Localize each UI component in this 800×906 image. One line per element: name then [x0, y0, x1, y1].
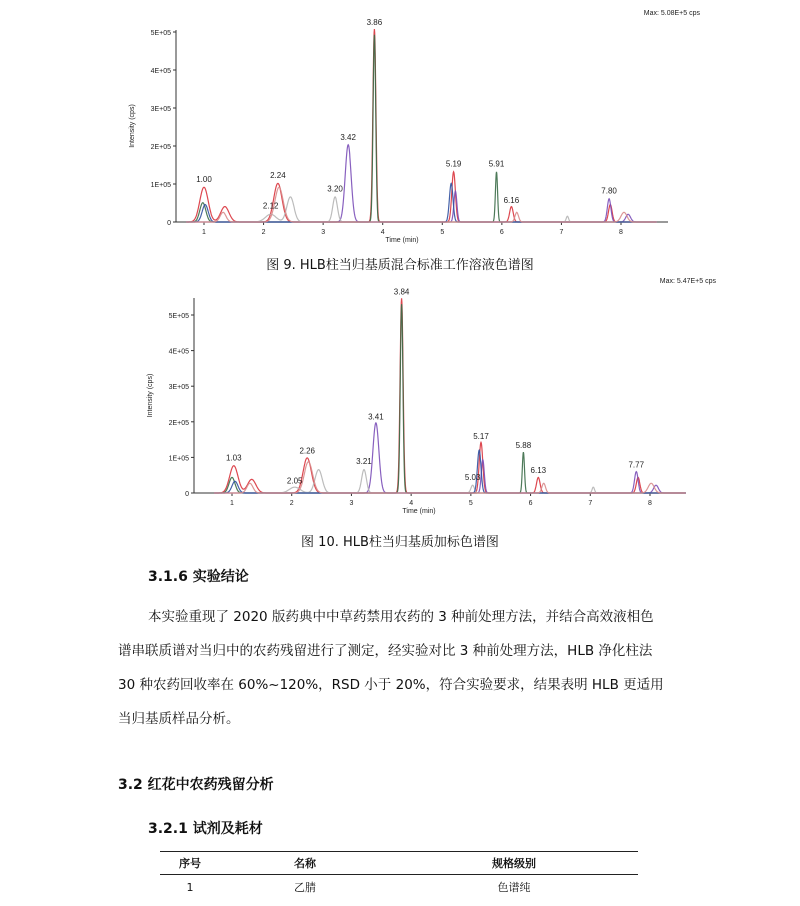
paragraph-line: 30 种农药回收率在 60%~120%，RSD 小于 20%，符合实验要求，结果表明 HLB 更适用 — [118, 677, 664, 693]
x-tick-label: 4 — [380, 229, 385, 236]
peak-label: 2.26 — [299, 446, 316, 456]
x-tick-label: 3 — [321, 229, 326, 236]
peak-label: 7.80 — [601, 186, 617, 196]
peak-label: 6.13 — [530, 465, 547, 475]
peak-label: 2.12 — [262, 201, 279, 211]
max-intensity-label: Max: 5.08E+5 cps — [643, 10, 700, 17]
section-heading-3-2-1: 3.2.1 试剂及耗材 — [148, 821, 263, 837]
peak-label: 3.42 — [340, 133, 356, 143]
section-heading-3-2: 3.2 红花中农药残留分析 — [118, 777, 274, 793]
peak-label: 5.91 — [488, 159, 505, 169]
peak-label: 5.17 — [473, 432, 489, 442]
peak-label: 3.21 — [356, 457, 372, 467]
max-intensity-label: Max: 5.47E+5 cps — [659, 278, 716, 285]
figure-9-caption: 图 9. HLB柱当归基质混合标准工作溶液色谱图 — [266, 258, 534, 273]
cell-grade: 色谱纯 — [497, 881, 531, 894]
y-axis-label: Intensity (cps) — [147, 373, 154, 418]
paragraph-line: 谱串联质谱对当归中的农药残留进行了测定，经实验对比 3 种前处理方法，HLB 净化柱法 — [118, 643, 653, 659]
peak-label: 3.41 — [368, 412, 384, 422]
peak-label: 5.19 — [445, 159, 462, 169]
peak-label: 7.77 — [628, 460, 645, 470]
x-tick-label: 6 — [499, 229, 504, 236]
peak-label: 1.00 — [196, 174, 212, 184]
y-tick-label: 2E+05 — [168, 419, 189, 427]
peak-label: 6.16 — [503, 195, 520, 205]
x-tick-label: 3 — [349, 500, 354, 507]
chromatogram-trace — [186, 145, 657, 222]
y-tick-label: 0 — [185, 491, 189, 498]
x-tick-label: 6 — [528, 500, 533, 507]
header-index: 序号 — [160, 852, 220, 875]
chromatogram-chart — [0, 0, 800, 250]
y-tick-label: 4E+05 — [150, 68, 171, 75]
chromatogram-trace — [214, 462, 686, 493]
chromatogram-trace — [186, 35, 657, 222]
section-heading-3-1-6: 3.1.6 实验结论 — [148, 569, 249, 585]
y-tick-label: 1E+05 — [168, 455, 189, 463]
y-tick-label: 3E+05 — [168, 384, 189, 392]
x-axis-label: Time (min) — [385, 237, 419, 244]
peak-label: 3.84 — [393, 287, 410, 297]
chromatogram-figure-9 — [0, 0, 800, 250]
paragraph-line: 本实验重现了 2020 版药典中中草药禁用农药的 3 种前处理方法，并结合高效液相色 — [148, 609, 654, 625]
x-tick-label: 5 — [440, 229, 445, 236]
figure-10-caption: 图 10. HLB柱当归基质加标色谱图 — [301, 535, 499, 550]
x-axis-label: Time (min) — [402, 508, 436, 515]
chromatogram-trace — [186, 197, 657, 222]
x-tick-label: 7 — [588, 500, 593, 507]
x-tick-label: 2 — [261, 229, 266, 236]
reagent-table — [160, 851, 638, 899]
x-tick-label: 7 — [559, 229, 564, 236]
peak-label: 3.86 — [366, 17, 383, 27]
peak-label: 5.03 — [464, 473, 481, 483]
y-tick-label: 4E+05 — [168, 348, 189, 356]
peak-label: 3.20 — [327, 184, 343, 194]
x-tick-label: 2 — [289, 500, 294, 507]
x-tick-label: 1 — [230, 500, 234, 507]
peak-label: 2.24 — [270, 171, 286, 181]
chromatogram-trace — [186, 187, 657, 222]
x-tick-label: 1 — [202, 229, 206, 236]
x-tick-label: 4 — [409, 500, 414, 507]
chromatogram-trace — [186, 183, 657, 222]
header-name: 名称 — [220, 852, 390, 875]
chromatogram-trace — [214, 470, 686, 493]
y-axis-label: Intensity (cps) — [129, 104, 136, 148]
cell-name: 乙腈 — [294, 881, 316, 894]
y-tick-label: 3E+05 — [150, 106, 171, 113]
y-tick-label: 5E+05 — [150, 30, 171, 37]
table-row — [160, 875, 638, 900]
paragraph-line: 当归基质样品分析。 — [118, 711, 240, 727]
chromatogram-trace — [214, 298, 686, 493]
x-tick-label: 8 — [648, 500, 652, 507]
chromatogram-trace — [186, 29, 657, 222]
y-tick-label: 2E+05 — [150, 144, 171, 151]
table-header-row — [160, 852, 638, 875]
chromatogram-trace — [214, 304, 686, 493]
chromatogram-figure-10 — [0, 276, 800, 526]
x-tick-label: 8 — [619, 229, 623, 236]
chromatogram-trace — [214, 423, 686, 493]
cell-index: 1 — [186, 880, 194, 894]
conclusion-paragraph — [118, 600, 688, 736]
peak-label: 2.05 — [286, 476, 303, 486]
y-tick-label: 5E+05 — [168, 313, 189, 320]
peak-label: 5.88 — [515, 441, 532, 451]
y-tick-label: 1E+05 — [150, 182, 171, 189]
peak-label: 1.03 — [226, 453, 242, 463]
header-grade: 规格级别 — [390, 852, 638, 875]
x-tick-label: 5 — [468, 500, 473, 507]
chromatogram-chart — [0, 276, 800, 526]
chromatogram-trace — [214, 450, 686, 493]
y-tick-label: 0 — [167, 220, 171, 227]
